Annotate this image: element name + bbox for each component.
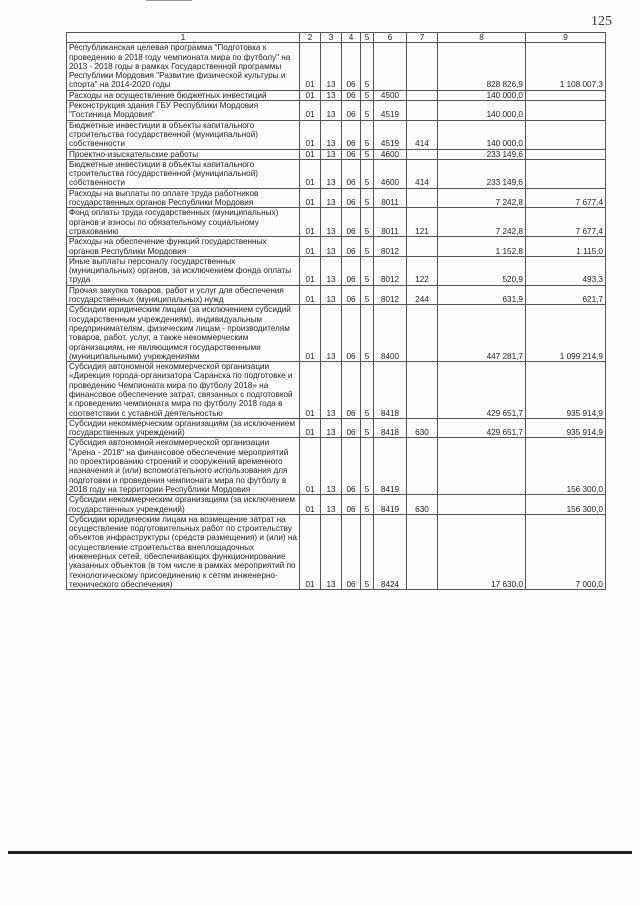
amount-8 (438, 495, 526, 515)
code-4: 06 (342, 305, 361, 362)
code-6: 4600 (374, 149, 407, 159)
code-4: 06 (342, 159, 361, 188)
code-7: 414 (407, 159, 438, 188)
code-5: 5 (361, 90, 374, 100)
code-7 (407, 362, 438, 419)
code-6: 4600 (374, 159, 407, 188)
amount-9: 1 108 007,3 (526, 43, 606, 90)
code-4: 06 (342, 90, 361, 100)
budget-item-name: Субсидии некоммерческим организациям (за исключением государственных учреждений) (67, 495, 300, 515)
amount-9: 1 099 214,9 (526, 305, 606, 362)
code-2: 01 (300, 101, 321, 121)
code-2: 01 (300, 90, 321, 100)
amount-8: 140 000,0 (438, 120, 526, 149)
code-4: 06 (342, 418, 361, 438)
code-7 (407, 438, 438, 495)
code-2: 01 (300, 362, 321, 419)
code-3: 13 (321, 418, 342, 438)
budget-item-name: Прочая закупка товаров, работ и услуг для обеспечения государственных (муниципальных) нужд (67, 285, 300, 305)
amount-9: 935 914,9 (526, 362, 606, 419)
code-6: 8011 (374, 188, 407, 208)
code-3: 13 (321, 90, 342, 100)
amount-9: 1 115,0 (526, 237, 606, 257)
code-2: 01 (300, 418, 321, 438)
code-4: 06 (342, 237, 361, 257)
budget-table (66, 32, 606, 590)
budget-item-name: Субсидия автономной некоммерческой организации "Арена - 2018" на финансовое обеспечение мероприятий по проектированию строений и сооружений временного назначения и (или) вспомогательного использования для подготовки и проведения чемпионата мира по футболу в 2018 году на территории Республики Мордовия (67, 438, 300, 495)
code-3: 13 (321, 188, 342, 208)
code-6: 8012 (374, 256, 407, 285)
amount-9: 156 300,0 (526, 438, 606, 495)
amount-9: 156 300,0 (526, 495, 606, 515)
code-7: 122 (407, 256, 438, 285)
code-4: 06 (342, 101, 361, 121)
code-5: 5 (361, 237, 374, 257)
column-header: 8 (438, 33, 526, 43)
code-6: 8011 (374, 208, 407, 237)
code-3: 13 (321, 149, 342, 159)
amount-8: 233 149,6 (438, 149, 526, 159)
code-2: 01 (300, 285, 321, 305)
column-header: 6 (374, 33, 407, 43)
code-6: 4519 (374, 120, 407, 149)
budget-item-name: Расходы на обеспечение функций государственных органов Республики Мордовия (67, 237, 300, 257)
code-4: 06 (342, 256, 361, 285)
code-7: 630 (407, 418, 438, 438)
table-row (67, 159, 606, 188)
budget-item-name: Республиканская целевая программа "Подготовка к проведению в 2018 году чемпионата мира по футболу" на 2013 - 2018 годы в рамках Государственной программы Республики Мордовия "Развитие физической культуры и спорта" на 2014-2020 годы (67, 43, 300, 90)
code-5: 5 (361, 495, 374, 515)
amount-8: 828 826,9 (438, 43, 526, 90)
code-6: 8400 (374, 305, 407, 362)
code-6: 8012 (374, 237, 407, 257)
amount-9 (526, 101, 606, 121)
code-7: 244 (407, 285, 438, 305)
table-row (67, 495, 606, 515)
code-3: 13 (321, 120, 342, 149)
code-6: 8012 (374, 285, 407, 305)
amount-8: 447 281,7 (438, 305, 526, 362)
code-3: 13 (321, 208, 342, 237)
code-4: 06 (342, 438, 361, 495)
code-5: 5 (361, 101, 374, 121)
amount-8: 429 651,7 (438, 418, 526, 438)
amount-8: 7 242,8 (438, 208, 526, 237)
amount-8: 17 630,0 (438, 514, 526, 589)
code-4: 06 (342, 362, 361, 419)
budget-item-name: Расходы на выплаты по оплате труда работников государственных органов Республики Мордовия (67, 188, 300, 208)
amount-8: 140 000,0 (438, 101, 526, 121)
amount-8: 140 000,0 (438, 90, 526, 100)
code-3: 13 (321, 237, 342, 257)
code-4: 06 (342, 149, 361, 159)
code-7 (407, 305, 438, 362)
column-header: 1 (67, 33, 300, 43)
amount-9: 493,3 (526, 256, 606, 285)
column-header: 7 (407, 33, 438, 43)
table-row (67, 120, 606, 149)
column-header: 2 (300, 33, 321, 43)
code-2: 01 (300, 208, 321, 237)
table-row (67, 43, 606, 90)
code-5: 5 (361, 149, 374, 159)
budget-item-name: Фонд оплаты труда государственных (муниципальных) органов и взносы по обязательному социальному страхованию (67, 208, 300, 237)
code-5: 5 (361, 43, 374, 90)
code-3: 13 (321, 362, 342, 419)
code-2: 01 (300, 237, 321, 257)
table-row (67, 285, 606, 305)
scan-mark (146, 0, 192, 1)
budget-item-name: Проектно-изыскательские работы (67, 149, 300, 159)
code-5: 5 (361, 362, 374, 419)
code-2: 01 (300, 495, 321, 515)
amount-9: 935 914,9 (526, 418, 606, 438)
budget-item-name: Иные выплаты персоналу государственных (муниципальных) органов, за исключением фонда оплаты труда (67, 256, 300, 285)
table-row (67, 514, 606, 589)
code-5: 5 (361, 285, 374, 305)
budget-item-name: Расходы на осуществление бюджетных инвестиций (67, 90, 300, 100)
column-header: 3 (321, 33, 342, 43)
amount-9: 7 000,0 (526, 514, 606, 589)
table-row (67, 362, 606, 419)
code-7 (407, 43, 438, 90)
budget-item-name: Бюджетные инвестиции в объекты капитального строительства государственной (муниципальной) собственности (67, 159, 300, 188)
amount-8: 520,9 (438, 256, 526, 285)
amount-9: 621,7 (526, 285, 606, 305)
budget-item-name: Бюджетные инвестиции в объекты капитального строительства государственной (муниципальной) собственности (67, 120, 300, 149)
code-2: 01 (300, 305, 321, 362)
table-row (67, 305, 606, 362)
amount-8: 631,9 (438, 285, 526, 305)
code-6: 8424 (374, 514, 407, 589)
table-row (67, 149, 606, 159)
code-2: 01 (300, 149, 321, 159)
code-7: 630 (407, 495, 438, 515)
code-7 (407, 101, 438, 121)
code-3: 13 (321, 285, 342, 305)
code-2: 01 (300, 514, 321, 589)
code-7 (407, 237, 438, 257)
code-6: 8418 (374, 418, 407, 438)
code-5: 5 (361, 305, 374, 362)
code-3: 13 (321, 438, 342, 495)
table-row (67, 101, 606, 121)
amount-9: 7 677,4 (526, 208, 606, 237)
code-7 (407, 188, 438, 208)
table-row (67, 188, 606, 208)
code-4: 06 (342, 514, 361, 589)
bottom-rule (8, 851, 632, 854)
code-5: 5 (361, 120, 374, 149)
code-5: 5 (361, 418, 374, 438)
code-4: 06 (342, 285, 361, 305)
code-5: 5 (361, 208, 374, 237)
column-header: 4 (342, 33, 361, 43)
code-6: 8419 (374, 495, 407, 515)
code-4: 06 (342, 208, 361, 237)
budget-item-name: Реконструкция здания ГБУ Республики Мордовия "Гостиница Мордовия" (67, 101, 300, 121)
amount-8 (438, 438, 526, 495)
amount-9 (526, 120, 606, 149)
code-5: 5 (361, 438, 374, 495)
budget-item-name: Субсидии юридическим лицам (за исключением субсидий государственным учреждениям), индивидуальным предпринимателям, физическим лицам - производителям товаров, работ, услуг, а также некоммерческим организациям, не являющимся государственными (муниципальными) учреждениями (67, 305, 300, 362)
page-number: 125 (591, 14, 612, 29)
code-6 (374, 43, 407, 90)
table-row (67, 418, 606, 438)
table-row (67, 208, 606, 237)
budget-item-name: Субсидии некоммерческим организациям (за исключением государственных учреждений) (67, 418, 300, 438)
code-7: 414 (407, 120, 438, 149)
code-6: 8419 (374, 438, 407, 495)
code-7 (407, 90, 438, 100)
amount-9 (526, 159, 606, 188)
amount-9 (526, 149, 606, 159)
column-header: 5 (361, 33, 374, 43)
code-6: 8418 (374, 362, 407, 419)
table-row (67, 237, 606, 257)
code-3: 13 (321, 101, 342, 121)
table-row (67, 438, 606, 495)
code-5: 5 (361, 159, 374, 188)
amount-8: 1 152,8 (438, 237, 526, 257)
code-3: 13 (321, 514, 342, 589)
code-6: 4519 (374, 101, 407, 121)
code-2: 01 (300, 120, 321, 149)
code-6: 4500 (374, 90, 407, 100)
code-4: 06 (342, 188, 361, 208)
code-2: 01 (300, 188, 321, 208)
code-5: 5 (361, 514, 374, 589)
code-2: 01 (300, 159, 321, 188)
amount-8: 429 651,7 (438, 362, 526, 419)
code-4: 06 (342, 43, 361, 90)
amount-8: 7 242,8 (438, 188, 526, 208)
amount-9 (526, 90, 606, 100)
code-3: 13 (321, 305, 342, 362)
code-7: 121 (407, 208, 438, 237)
code-7 (407, 149, 438, 159)
code-4: 06 (342, 120, 361, 149)
amount-9: 7 677,4 (526, 188, 606, 208)
code-3: 13 (321, 43, 342, 90)
code-3: 13 (321, 159, 342, 188)
code-2: 01 (300, 43, 321, 90)
table-row (67, 256, 606, 285)
table-row (67, 90, 606, 100)
budget-item-name: Субсидия автономной некоммерческой организации «Дирекция города-организатора Саранска по подготовке и проведению Чемпионата мира по футболу 2018» на финансовое обеспечение затрат, связанных с подготовкой к проведению чемпионата мира по футболу 2018 года в соответствии с уставной деятельностью (67, 362, 300, 419)
code-3: 13 (321, 495, 342, 515)
column-number-row (67, 33, 606, 43)
code-2: 01 (300, 438, 321, 495)
code-2: 01 (300, 256, 321, 285)
budget-item-name: Субсидии юридическим лицам на возмещение затрат на осуществление подготовительных работ по строительству объектов инфраструктуры (средств размещения) и (или) на осуществление строительства внеплощадочных инженерных сетей, обеспечивающих функционирование указанных объектов (в том числе в рамках мероприятий по технологическому присоединению к сетям инженерно-технического обеспечения) (67, 514, 300, 589)
code-7 (407, 514, 438, 589)
code-5: 5 (361, 188, 374, 208)
column-header: 9 (526, 33, 606, 43)
code-5: 5 (361, 256, 374, 285)
code-4: 06 (342, 495, 361, 515)
code-3: 13 (321, 256, 342, 285)
amount-8: 233 149,6 (438, 159, 526, 188)
